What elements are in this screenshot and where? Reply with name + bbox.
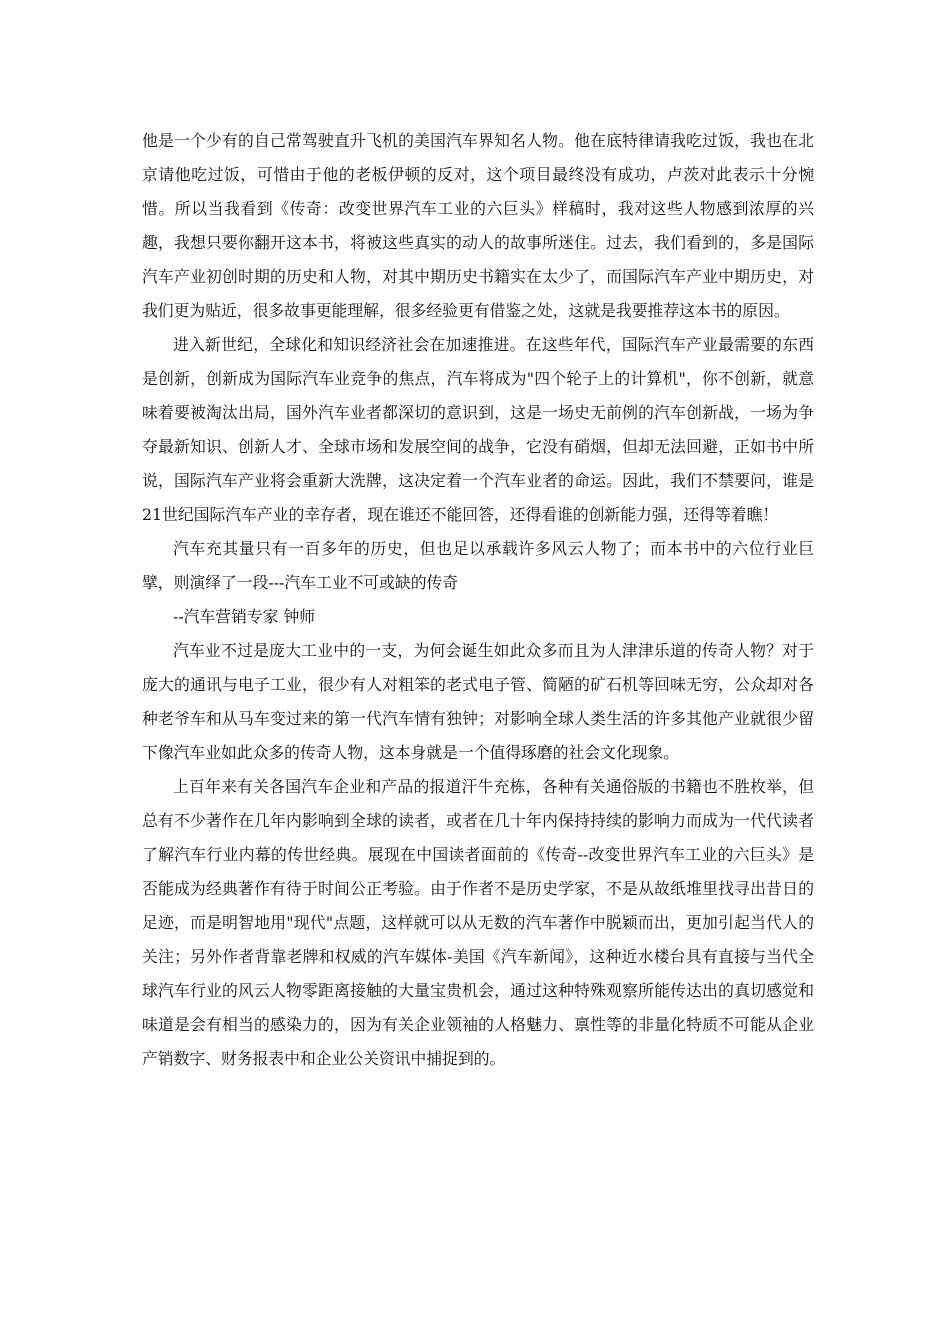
paragraph-new-century: 进入新世纪，全球化和知识经济社会在加速推进。在这些年代，国际汽车产业最需要的东西是创新，创新成为国际汽车业竞争的焦点，汽车将成为"四个轮子上的计算机"，你不创新，就意味着要被淘汰出局，国外汽车业者都深切的意识到，这是一场史无前例的汽车创新战，一场为争夺最新知识、创新人才、全球市场和发展空间的战争，它没有硝烟，但却无法回避，正如书中所说，国际汽车产业将会重新大洗牌，这决定着一个汽车业者的命运。因此，我们不禁要问，谁是21世纪国际汽车产业的幸存者，现在谁还不能回答，还得看谁的创新能力强，还得等着瞧！	[142, 335, 814, 524]
signature-line: --汽车营销专家 钟师	[173, 607, 316, 626]
paragraph-legends: 汽车业不过是庞大工业中的一支，为何会诞生如此众多而且为人津津乐道的传奇人物？对于庞大的通讯与电子工业，很少有人对粗笨的老式电子管、简陋的矿石机等回味无穷，公众却对各种老爷车和从马车变过来的第一代汽车情有独钟；对影响全球人类生活的许多其他产业就很少留下像汽车业如此众多的传奇人物，这本身就是一个值得琢磨的社会文化现象。	[142, 641, 814, 762]
paragraph-continued: 他是一个少有的自己常驾驶直升飞机的美国汽车界知名人物。他在底特律请我吃过饭，我也在北京请他吃过饭，可惜由于他的老板伊顿的反对，这个项目最终没有成功，卢茨对此表示十分惋惜。所以当我看到《传奇：改变世界汽车工业的六巨头》样稿时，我对这些人物感到浓厚的兴趣，我想只要你翻开这本书，将被这些真实的动人的故事所迷住。过去，我们看到的，多是国际汽车产业初创时期的历史和人物，对其中期历史书籍实在太少了，而国际汽车产业中期历史，对我们更为贴近，很多故事更能理解，很多经验更有借鉴之处，这就是我要推荐这本书的原因。	[142, 131, 814, 320]
document-page	[142, 124, 814, 1076]
paragraph-classics: 上百年来有关各国汽车企业和产品的报道汗牛充栋，各种有关通俗版的书籍也不胜枚举，但总有不少著作在几年内影响到全球的读者，或者在几十年内保持持续的影响力而成为一代代读者了解汽车行业内幕的传世经典。展现在中国读者面前的《传奇--改变世界汽车工业的六巨头》是否能成为经典著作有待于时间公正考验。由于作者不是历史学家，不是从故纸堆里找寻出昔日的足迹，而是明智地用"现代"点题，这样就可以从无数的汽车著作中脱颖而出，更加引起当代人的关注；另外作者背靠老牌和权威的汽车媒体-美国《汽车新闻》，这种近水楼台具有直接与当代全球汽车行业的风云人物零距离接触的大量宝贵机会，通过这种特殊观察所能传达出的真切感觉和味道是会有相当的感染力的，因为有关企业领袖的人格魅力、禀性等的非量化特质不可能从企业产销数字、财务报表中和企业公关资讯中捕捉到的。	[142, 777, 814, 1068]
paragraph-hundred-years: 汽车充其量只有一百多年的历史，但也足以承载许多风云人物了；而本书中的六位行业巨擘，则演绎了一段---汽车工业不可或缺的传奇	[142, 539, 814, 592]
